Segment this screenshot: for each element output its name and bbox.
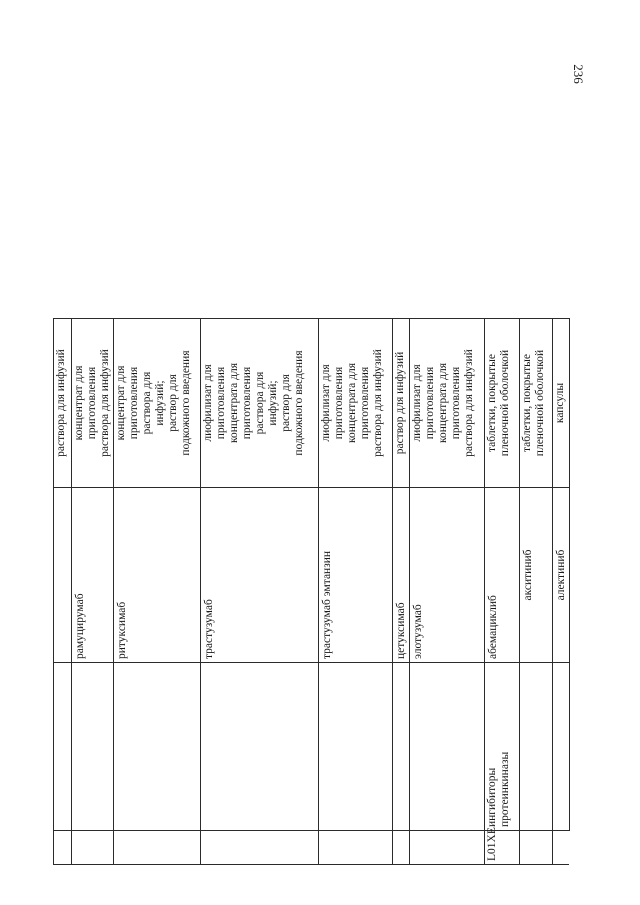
- inn-cell: акситиниб: [519, 488, 552, 663]
- form-cell: лиофилизат для приготовления концентрата для приготовления раствора для инфузий: [409, 319, 484, 488]
- table-row: [200, 319, 318, 865]
- code-cell: [519, 831, 552, 865]
- inn-cell: трастузумаб эмтанзин: [318, 488, 392, 663]
- code-cell: [318, 831, 392, 865]
- table-row: [392, 319, 409, 865]
- group-name: ингибиторы протеинкиназы: [484, 663, 519, 831]
- inn-cell: трастузумаб: [200, 488, 318, 663]
- inn-cell: цетуксимаб: [392, 488, 409, 663]
- code-cell: [113, 831, 200, 865]
- table-row: [72, 319, 114, 865]
- form-cell: капсулы: [552, 319, 569, 488]
- group-cell: [200, 663, 318, 831]
- table-row: [113, 319, 200, 865]
- inn-cell: алектиниб: [552, 488, 569, 663]
- group-cell: [318, 663, 392, 831]
- code-cell: [200, 831, 318, 865]
- inn-cell: элотузумаб: [409, 488, 484, 663]
- code-cell: [392, 831, 409, 865]
- form-cell: таблетки, покрытые пленочной оболочкой: [519, 319, 552, 488]
- table-row: [409, 319, 484, 865]
- group-cell: [54, 663, 72, 831]
- group-cell: [552, 663, 569, 831]
- form-cell: лиофилизат для приготовления концентрата для приготовления раствора для инфузий: [318, 319, 392, 488]
- form-cell: раствор для инфузий: [392, 319, 409, 488]
- inn-cell: ритуксимаб: [113, 488, 200, 663]
- page-number: 236: [571, 64, 586, 84]
- rotated-table-wrapper: [53, 319, 566, 865]
- table-row: [484, 319, 519, 865]
- group-cell: [409, 663, 484, 831]
- form-cell: раствора для инфузий: [54, 319, 72, 488]
- form-cell: концентрат для приготовления раствора для инфузий: [72, 319, 114, 488]
- group-cell: [392, 663, 409, 831]
- drug-table: [53, 318, 570, 865]
- group-code: L01XE: [484, 831, 519, 865]
- inn-cell: [54, 488, 72, 663]
- table-row: [318, 319, 392, 865]
- code-cell: [552, 831, 569, 865]
- form-cell: концентрат для приготовления раствора для инфузий; раствор для подкожного введения: [113, 319, 200, 488]
- code-cell: [409, 831, 484, 865]
- form-cell: таблетки, покрытые пленочной оболочкой: [484, 319, 519, 488]
- group-cell: [113, 663, 200, 831]
- inn-cell: рамуцирумаб: [72, 488, 114, 663]
- group-cell: [72, 663, 114, 831]
- table-row: [54, 319, 72, 865]
- table-row: [552, 319, 569, 865]
- code-cell: [72, 831, 114, 865]
- code-cell: [54, 831, 72, 865]
- table-row: [519, 319, 552, 865]
- form-cell: лиофилизат для приготовления концентрата для приготовления раствора для инфузий; раствор для подкожного введения: [200, 319, 318, 488]
- group-cell: [519, 663, 552, 831]
- inn-cell: абемациклиб: [484, 488, 519, 663]
